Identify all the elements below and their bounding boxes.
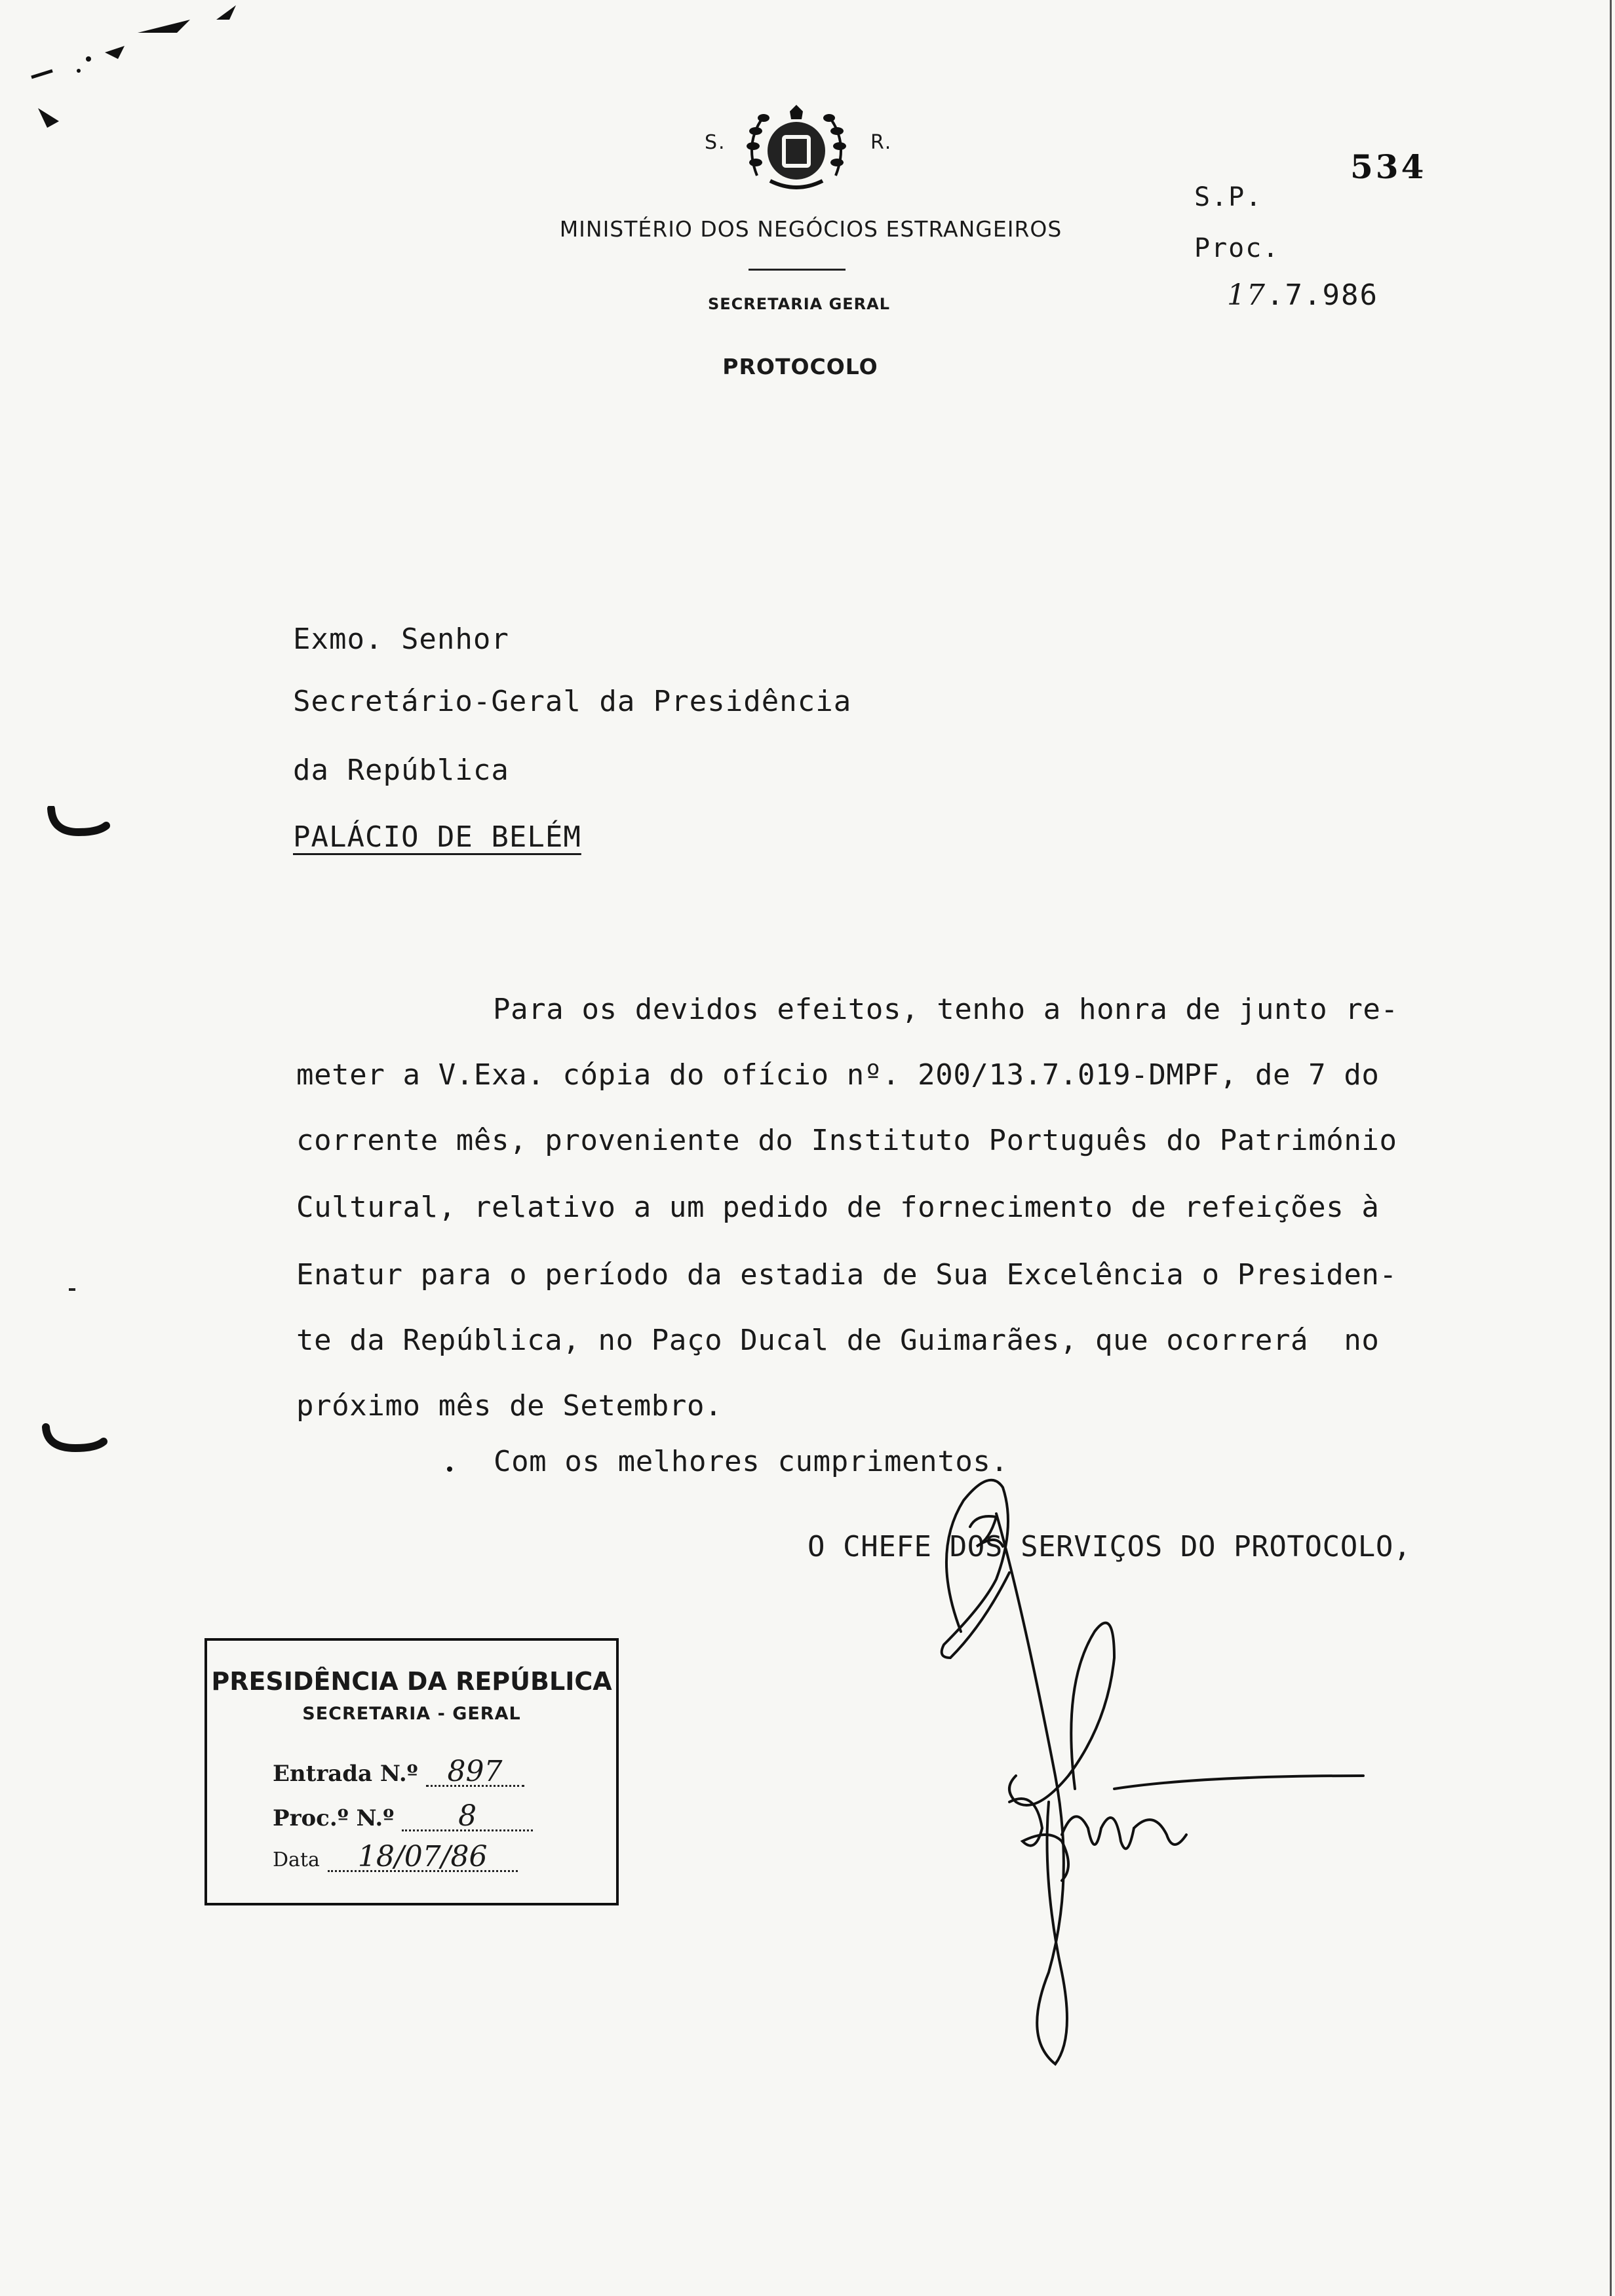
body-line: te da República, no Paço Ducal de Guimarães, que ocorrerá no <box>296 1324 1380 1357</box>
reference-date-handwritten: 17 <box>1227 278 1266 312</box>
body-line: próximo mês de Setembro. <box>296 1389 723 1423</box>
letterhead-divider <box>749 269 846 271</box>
letterhead-r: R. <box>870 131 893 154</box>
addressee-office: da República <box>293 754 509 787</box>
coat-of-arms-icon <box>744 104 849 195</box>
scan-marks <box>0 0 262 157</box>
stamp-entrada-row <box>273 1755 524 1788</box>
right-edge-line <box>1610 0 1612 2296</box>
stamp-data-row <box>273 1840 518 1873</box>
reference-date-typed: .7.986 <box>1266 278 1378 312</box>
stamp-subtitle: SECRETARIA - GERAL <box>302 1704 521 1724</box>
body-line: corrente mês, proveniente do Instituto Português do Património <box>296 1124 1397 1157</box>
signer-title: O CHEFE DOS SERVIÇOS DO PROTOCOLO, <box>808 1530 1412 1563</box>
closing-line: Com os melhores cumprimentos. <box>494 1445 1009 1478</box>
binder-mark-top <box>46 806 111 845</box>
stamp-title: PRESIDÊNCIA DA REPÚBLICA <box>211 1667 612 1696</box>
ministry-name: MINISTÉRIO DOS NEGÓCIOS ESTRANGEIROS <box>559 216 1062 242</box>
speck <box>447 1466 452 1472</box>
binder-mark-bottom <box>39 1422 111 1461</box>
stamp-proc-label: Proc.º N.º <box>273 1805 395 1831</box>
body-line: Cultural, relativo a um pedido de fornecimento de refeições à <box>296 1191 1380 1224</box>
stamp-data-label: Data <box>273 1848 320 1871</box>
signature-scrawl <box>905 1409 1403 2103</box>
reference-date <box>1227 278 1378 312</box>
secretaria-geral: SECRETARIA GERAL <box>707 295 891 313</box>
protocolo-heading: PROTOCOLO <box>722 354 878 379</box>
reference-number: 534 <box>1350 147 1427 186</box>
stamp-entrada-label: Entrada N.º <box>273 1761 418 1787</box>
stamp-entrada-value: 897 <box>426 1759 524 1787</box>
addressee-place: PALÁCIO DE BELÉM <box>293 820 581 854</box>
body-line: Para os devidos efeitos, tenho a honra de junto re- <box>493 993 1399 1026</box>
received-stamp <box>204 1638 619 1905</box>
stamp-proc-row <box>273 1799 533 1833</box>
addressee-title: Secretário-Geral da Presidência <box>293 685 852 718</box>
stamp-data-value: 18/07/86 <box>328 1844 518 1872</box>
speck <box>69 1288 75 1291</box>
stamp-proc-value: 8 <box>402 1803 533 1831</box>
reference-proc: Proc. <box>1194 233 1280 263</box>
addressee-salutation: Exmo. Senhor <box>293 622 509 656</box>
body-line: Enatur para o período da estadia de Sua Excelência o Presiden- <box>296 1258 1397 1292</box>
body-line: meter a V.Exa. cópia do ofício nº. 200/13.7.019-DMPF, de 7 do <box>296 1058 1380 1092</box>
reference-sp: S.P. <box>1194 182 1263 212</box>
letterhead-s: S. <box>705 131 726 154</box>
